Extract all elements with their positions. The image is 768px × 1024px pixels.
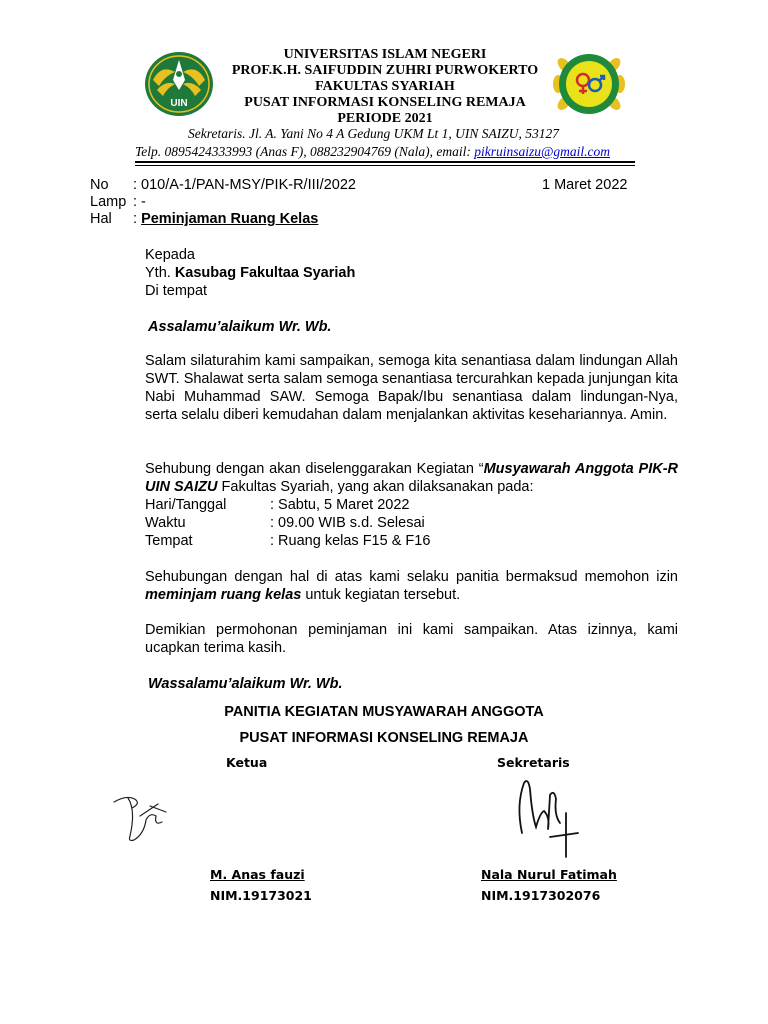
signature-name-chair: M. Anas fauzi (210, 867, 305, 882)
letterhead-contact (135, 144, 610, 160)
schedule-label-time: Waktu (145, 515, 186, 531)
recipient-yth-prefix: Yth. (145, 265, 175, 281)
paragraph-closing: Demikian permohonan peminjaman ini kami sampaikan. Atas izinnya, kami ucapkan terima kasih. (145, 622, 678, 656)
signature-role-secretary: Sekretaris (497, 755, 570, 770)
recipient-name: Kasubag Fakultaa Syariah (174, 265, 356, 281)
recipient-yth (145, 264, 355, 282)
event-name: Musyawarah Anggota PIK-R UIN SAIZU (145, 461, 678, 495)
signature-secretary (510, 775, 585, 860)
letterhead-institution (200, 47, 570, 127)
letterhead-line-4: PUSAT INFORMASI KONSELING REMAJA (244, 95, 526, 110)
letterhead-divider (135, 161, 635, 163)
paragraph-request-part2: untuk kegiatan tersebut. (301, 587, 461, 603)
meta-hal-label: Hal (90, 211, 112, 227)
signature-nim-secretary: NIM.1917302076 (481, 888, 601, 903)
signature-chair (110, 790, 190, 845)
meta-no-value: : 010/A-1/PAN-MSY/PIK-R/III/2022 (133, 177, 356, 193)
paragraph-event-part1: Sehubung dengan akan diselenggarakan Kegiatan “ (145, 461, 484, 477)
signature-name-secretary: Nala Nurul Fatimah (481, 867, 617, 882)
schedule-value-place: : Ruang kelas F15 & F16 (270, 533, 431, 549)
signature-role-chair: Ketua (226, 755, 268, 770)
meta-date: 1 Maret 2022 (542, 177, 628, 193)
greeting: Assalamu’alaikum Wr. Wb. (148, 319, 332, 335)
email-link[interactable]: pikruinsaizu@gmail.com (474, 144, 611, 159)
committee-line-1: PANITIA KEGIATAN MUSYAWARAH ANGGOTA (224, 704, 544, 720)
committee-line-2: PUSAT INFORMASI KONSELING REMAJA (239, 730, 529, 746)
meta-hal (133, 210, 318, 228)
letterhead-line-3: FAKULTAS SYARIAH (315, 79, 455, 94)
schedule-value-time: : 09.00 WIB s.d. Selesai (270, 515, 425, 531)
meta-hal-colon: : (133, 211, 142, 227)
meta-hal-value: Peminjaman Ruang Kelas (141, 211, 319, 227)
recipient-kepada: Kepada (145, 247, 195, 263)
uin-logo-text: UIN (170, 98, 188, 109)
letterhead-line-1: UNIVERSITAS ISLAM NEGERI (283, 47, 487, 62)
paragraph-opening: Salam silaturahim kami sampaikan, semoga kita senantiasa dalam lindungan Allah SWT. Shalawat serta salam semoga senantiasa tercurahkan kepada junjungan kita Nabi Muhammad SAW. Semoga Bapak/Ibu senantiasa dalam lindungan-Nya, serta selalu diberi kemudahan dalam menjalankan aktivitas kesehariannya. Amin. (145, 353, 678, 423)
letterhead-phone: Telp. 0895424333993 (Anas F), 088232904769 (Nala), email: (135, 144, 475, 159)
schedule-label-place: Tempat (145, 533, 193, 549)
schedule-value-date: : Sabtu, 5 Maret 2022 (270, 497, 410, 513)
schedule-label-date: Hari/Tanggal (145, 497, 227, 513)
letterhead-address: Sekretaris. Jl. A. Yani No 4 A Gedung UKM Lt 1, UIN SAIZU, 53127 (188, 126, 560, 141)
meta-no-label: No (90, 177, 109, 193)
request-emphasis: meminjam ruang kelas (145, 587, 302, 603)
meta-lamp-label: Lamp (90, 194, 127, 210)
recipient-place: Di tempat (145, 283, 208, 299)
paragraph-request-part1: Sehubungan dengan hal di atas kami selaku panitia bermaksud memohon izin (145, 569, 678, 585)
letterhead-line-5: PERIODE 2021 (337, 111, 433, 126)
signature-nim-chair: NIM.19173021 (210, 888, 312, 903)
paragraph-event-part2: Fakultas Syariah, yang akan dilaksanakan pada: (217, 479, 534, 495)
closing-greeting: Wassalamu’alaikum Wr. Wb. (148, 676, 343, 692)
meta-lamp-value: : - (133, 194, 146, 210)
paragraph-event (145, 460, 678, 496)
paragraph-request (145, 568, 678, 604)
letterhead-divider-thin (135, 165, 635, 166)
letterhead-line-2: PROF.K.H. SAIFUDDIN ZUHRI PURWOKERTO (231, 63, 539, 78)
